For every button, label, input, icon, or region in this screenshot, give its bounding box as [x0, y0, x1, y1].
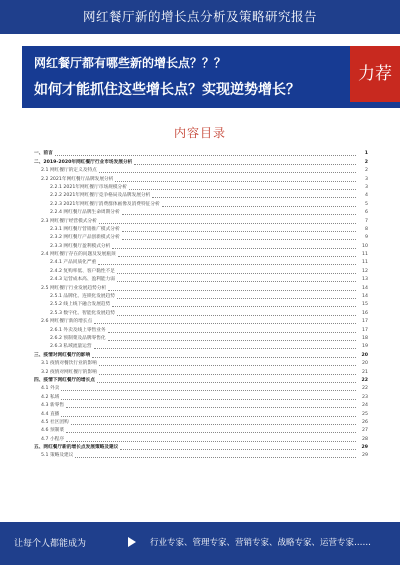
toc-entry-text: 4.1 外卖: [41, 386, 60, 392]
footer-slogan-right: 行业专家、管理专家、营销专家、战略专家、运营专家……: [150, 538, 372, 548]
toc-entry[interactable]: [34, 158, 368, 166]
toc-entry[interactable]: [34, 360, 368, 368]
report-title: 网红餐厅新的增长点分析及策略研究报告: [82, 9, 317, 24]
toc-page-number: 10: [362, 243, 368, 249]
toc-leader-dots: [152, 196, 356, 198]
toc-page-number: 12: [362, 268, 368, 274]
toc-entry[interactable]: [34, 435, 368, 443]
toc-page-number: 13: [362, 277, 368, 283]
toc-entry[interactable]: [34, 326, 368, 334]
toc-leader-dots: [117, 272, 356, 274]
toc-page-number: 11: [362, 252, 368, 258]
toc-entry-text: 2.2.2 2021年网红餐厅竞争格局及品牌发展分析: [50, 193, 151, 199]
toc-entry[interactable]: [34, 184, 368, 192]
toc-entry-text: 2.4.1 产品同质化严重: [50, 260, 97, 266]
table-of-contents: [34, 150, 368, 460]
toc-entry-text: 四、疫情下网红餐厅的增长点: [34, 377, 95, 383]
toc-entry[interactable]: [34, 318, 368, 326]
toc-entry-text: 2.1 网红餐厅的定义及特点: [41, 168, 97, 174]
toc-title: 内容目录: [173, 126, 226, 140]
toc-entry-text: 2.2 2021年网红餐厅品牌发展分析: [41, 176, 114, 182]
toc-entry-text: 3.1 疫情对餐饮行业的影响: [41, 361, 97, 367]
toc-page-number: 14: [362, 285, 368, 291]
toc-leader-dots: [66, 431, 356, 433]
toc-entry-text: 2.6.1 外卖及线上零售业务: [50, 327, 106, 333]
toc-entry-text: 4.6 预制菜: [41, 428, 65, 434]
toc-leader-dots: [120, 448, 356, 450]
toc-leader-dots: [99, 171, 356, 173]
toc-entry-text: 2.2.3 2021年网红餐厅消费群体画像及消费特征分析: [50, 201, 160, 207]
toc-leader-dots: [117, 297, 356, 299]
toc-entry[interactable]: [34, 343, 368, 351]
toc-entry[interactable]: [34, 351, 368, 359]
toc-entry[interactable]: [34, 226, 368, 234]
toc-entry[interactable]: [34, 167, 368, 175]
toc-page-number: 28: [362, 436, 368, 442]
toc-page-number: 24: [362, 403, 368, 409]
toc-leader-dots: [55, 154, 356, 156]
toc-entry-text: 一、前言: [34, 151, 53, 157]
toc-entry[interactable]: [34, 293, 368, 301]
toc-entry[interactable]: [34, 402, 368, 410]
toc-page-number: 23: [362, 394, 368, 400]
toc-entry-text: 2.5.3 数字化、智能化发展趋势: [50, 310, 115, 316]
question-banner: [22, 46, 400, 108]
toc-leader-dots: [134, 163, 356, 165]
toc-entry-text: 4.5 社区团购: [41, 419, 69, 425]
toc-entry-text: 5.1 策略及建议: [41, 453, 74, 459]
toc-page-number: 6: [365, 210, 368, 216]
toc-leader-dots: [61, 389, 356, 391]
toc-page-number: 5: [365, 201, 368, 207]
toc-leader-dots: [98, 263, 356, 265]
toc-page-number: 20: [362, 361, 368, 367]
banner-question-1: 网红餐厅都有哪些新的增长点？？？: [34, 56, 227, 70]
toc-entry-text: 4.2 私域: [41, 394, 60, 400]
toc-entry[interactable]: [34, 410, 368, 418]
toc-entry[interactable]: [34, 444, 368, 452]
footer-bar: [0, 522, 400, 565]
toc-leader-dots: [61, 415, 356, 417]
toc-entry-text: 2.6 网红餐厅新的增长点: [41, 319, 93, 325]
toc-page-number: 22: [361, 377, 368, 383]
toc-entry-text: 2.4.2 复购率低、客户黏性不足: [50, 268, 115, 274]
toc-entry[interactable]: [34, 192, 368, 200]
toc-leader-dots: [162, 205, 356, 207]
toc-entry-text: 2.3.2 网红餐厅产品创新模式分析: [50, 235, 120, 241]
toc-page-number: 17: [362, 327, 368, 333]
toc-page-number: 4: [365, 193, 368, 199]
toc-page-number: 20: [361, 352, 368, 358]
toc-entry[interactable]: [34, 427, 368, 435]
toc-leader-dots: [122, 238, 356, 240]
toc-entry-text: 2.2.4 网红餐厅品牌生命周期分析: [50, 210, 120, 216]
toc-page-number: 18: [362, 335, 368, 341]
toc-leader-dots: [99, 364, 356, 366]
toc-leader-dots: [115, 180, 356, 182]
toc-entry-text: 4.3 新零售: [41, 403, 65, 409]
toc-leader-dots: [71, 423, 356, 425]
toc-leader-dots: [129, 188, 356, 190]
toc-page-number: 21: [362, 369, 368, 375]
play-arrow-icon: [128, 537, 136, 547]
toc-leader-dots: [99, 222, 356, 224]
toc-entry-text: 2.3 网红餐厅经营模式分析: [41, 218, 97, 224]
toc-page-number: 11: [362, 260, 368, 266]
toc-entry[interactable]: [34, 393, 368, 401]
toc-entry[interactable]: [34, 209, 368, 217]
toc-entry-text: 2.5 网红餐厅行业发展趋势分析: [41, 285, 107, 291]
toc-entry[interactable]: [34, 150, 368, 158]
toc-page-number: 26: [362, 419, 368, 425]
toc-leader-dots: [112, 247, 356, 249]
banner-question-2: 如何才能抓住这些增长点？实现逆势增长？: [34, 82, 300, 98]
toc-leader-dots: [66, 440, 356, 442]
toc-entry[interactable]: [34, 276, 368, 284]
footer-slogan-left: 让每个人都能成为: [14, 539, 87, 549]
toc-page-number: 29: [361, 445, 368, 451]
toc-page-number: 7: [365, 218, 368, 224]
toc-leader-dots: [66, 406, 356, 408]
toc-entry-text: 2.5.2 线上线下融合发展趋势: [50, 302, 111, 308]
toc-page-number: 19: [362, 344, 368, 350]
toc-page-number: 2: [365, 168, 368, 174]
toc-page-number: 25: [362, 411, 368, 417]
toc-entry-text: 2.4.3 运营成本高、盈利能力弱: [50, 277, 115, 283]
toc-entry[interactable]: [34, 217, 368, 225]
toc-leader-dots: [108, 339, 356, 341]
toc-leader-dots: [94, 322, 356, 324]
toc-page-number: 16: [362, 310, 368, 316]
toc-entry[interactable]: [34, 251, 368, 259]
toc-page-number: 3: [365, 184, 368, 190]
toc-page-number: 8: [365, 226, 368, 232]
toc-entry[interactable]: [34, 309, 368, 317]
toc-entry[interactable]: [34, 419, 368, 427]
toc-page-number: 17: [362, 319, 368, 325]
toc-entry-text: 3.2 疫情对网红餐厅的影响: [41, 369, 97, 375]
toc-entry[interactable]: [34, 452, 368, 460]
toc-leader-dots: [92, 356, 356, 358]
report-header-bar: [0, 0, 400, 34]
recommend-badge: 力荐: [350, 46, 400, 102]
toc-entry[interactable]: [34, 385, 368, 393]
toc-entry-text: 4.7 小程序: [41, 436, 65, 442]
toc-entry[interactable]: [34, 234, 368, 242]
toc-page-number: 2: [364, 159, 368, 165]
toc-entry-text: 2.6.3 私域流量运营: [50, 344, 92, 350]
toc-leader-dots: [108, 289, 356, 291]
toc-leader-dots: [97, 381, 356, 383]
toc-leader-dots: [118, 255, 356, 257]
toc-entry-text: 4.4 直播: [41, 411, 60, 417]
toc-page-number: 14: [362, 294, 368, 300]
toc-entry[interactable]: [34, 259, 368, 267]
toc-page-number: 22: [362, 386, 368, 392]
toc-leader-dots: [75, 456, 356, 458]
toc-entry[interactable]: [34, 242, 368, 250]
toc-page-number: 9: [365, 235, 368, 241]
toc-entry-text: 2.3.3 网红餐厅盈利模式分析: [50, 243, 111, 249]
toc-entry-text: 三、疫情对网红餐厅的影响: [34, 352, 91, 358]
toc-page-number: 27: [362, 428, 368, 434]
toc-leader-dots: [61, 398, 356, 400]
toc-entry-text: 五、网红餐厅新的增长点发展策略及建议: [34, 445, 119, 451]
toc-entry[interactable]: [34, 335, 368, 343]
toc-leader-dots: [117, 280, 356, 282]
toc-leader-dots: [112, 305, 356, 307]
toc-page-number: 15: [362, 302, 368, 308]
toc-entry[interactable]: [34, 377, 368, 385]
toc-entry[interactable]: [34, 200, 368, 208]
toc-entry[interactable]: [34, 368, 368, 376]
toc-page-number: 3: [365, 176, 368, 182]
toc-entry-text: 二、2019-2020年网红餐厅行业市场发展分析: [34, 159, 133, 165]
toc-leader-dots: [122, 213, 356, 215]
toc-leader-dots: [108, 331, 356, 333]
toc-entry-text: 2.6.2 预制菜及品牌零售化: [50, 335, 106, 341]
toc-entry-text: 2.2.1 2021年网红餐厅市场规模分析: [50, 184, 127, 190]
toc-page-number: 29: [362, 453, 368, 459]
toc-entry-text: 2.4 网红餐厅存在的问题及发展瓶颈: [41, 252, 116, 258]
toc-leader-dots: [122, 230, 356, 232]
toc-leader-dots: [94, 347, 356, 349]
toc-leader-dots: [99, 373, 356, 375]
toc-leader-dots: [117, 314, 356, 316]
toc-entry[interactable]: [34, 284, 368, 292]
toc-entry-text: 2.5.1 品牌化、连锁化发展趋势: [50, 294, 115, 300]
toc-entry[interactable]: [34, 267, 368, 275]
toc-entry[interactable]: [34, 301, 368, 309]
toc-entry-text: 2.3.1 网红餐厅营销推广模式分析: [50, 226, 120, 232]
toc-page-number: 1: [364, 151, 368, 157]
toc-entry[interactable]: [34, 175, 368, 183]
